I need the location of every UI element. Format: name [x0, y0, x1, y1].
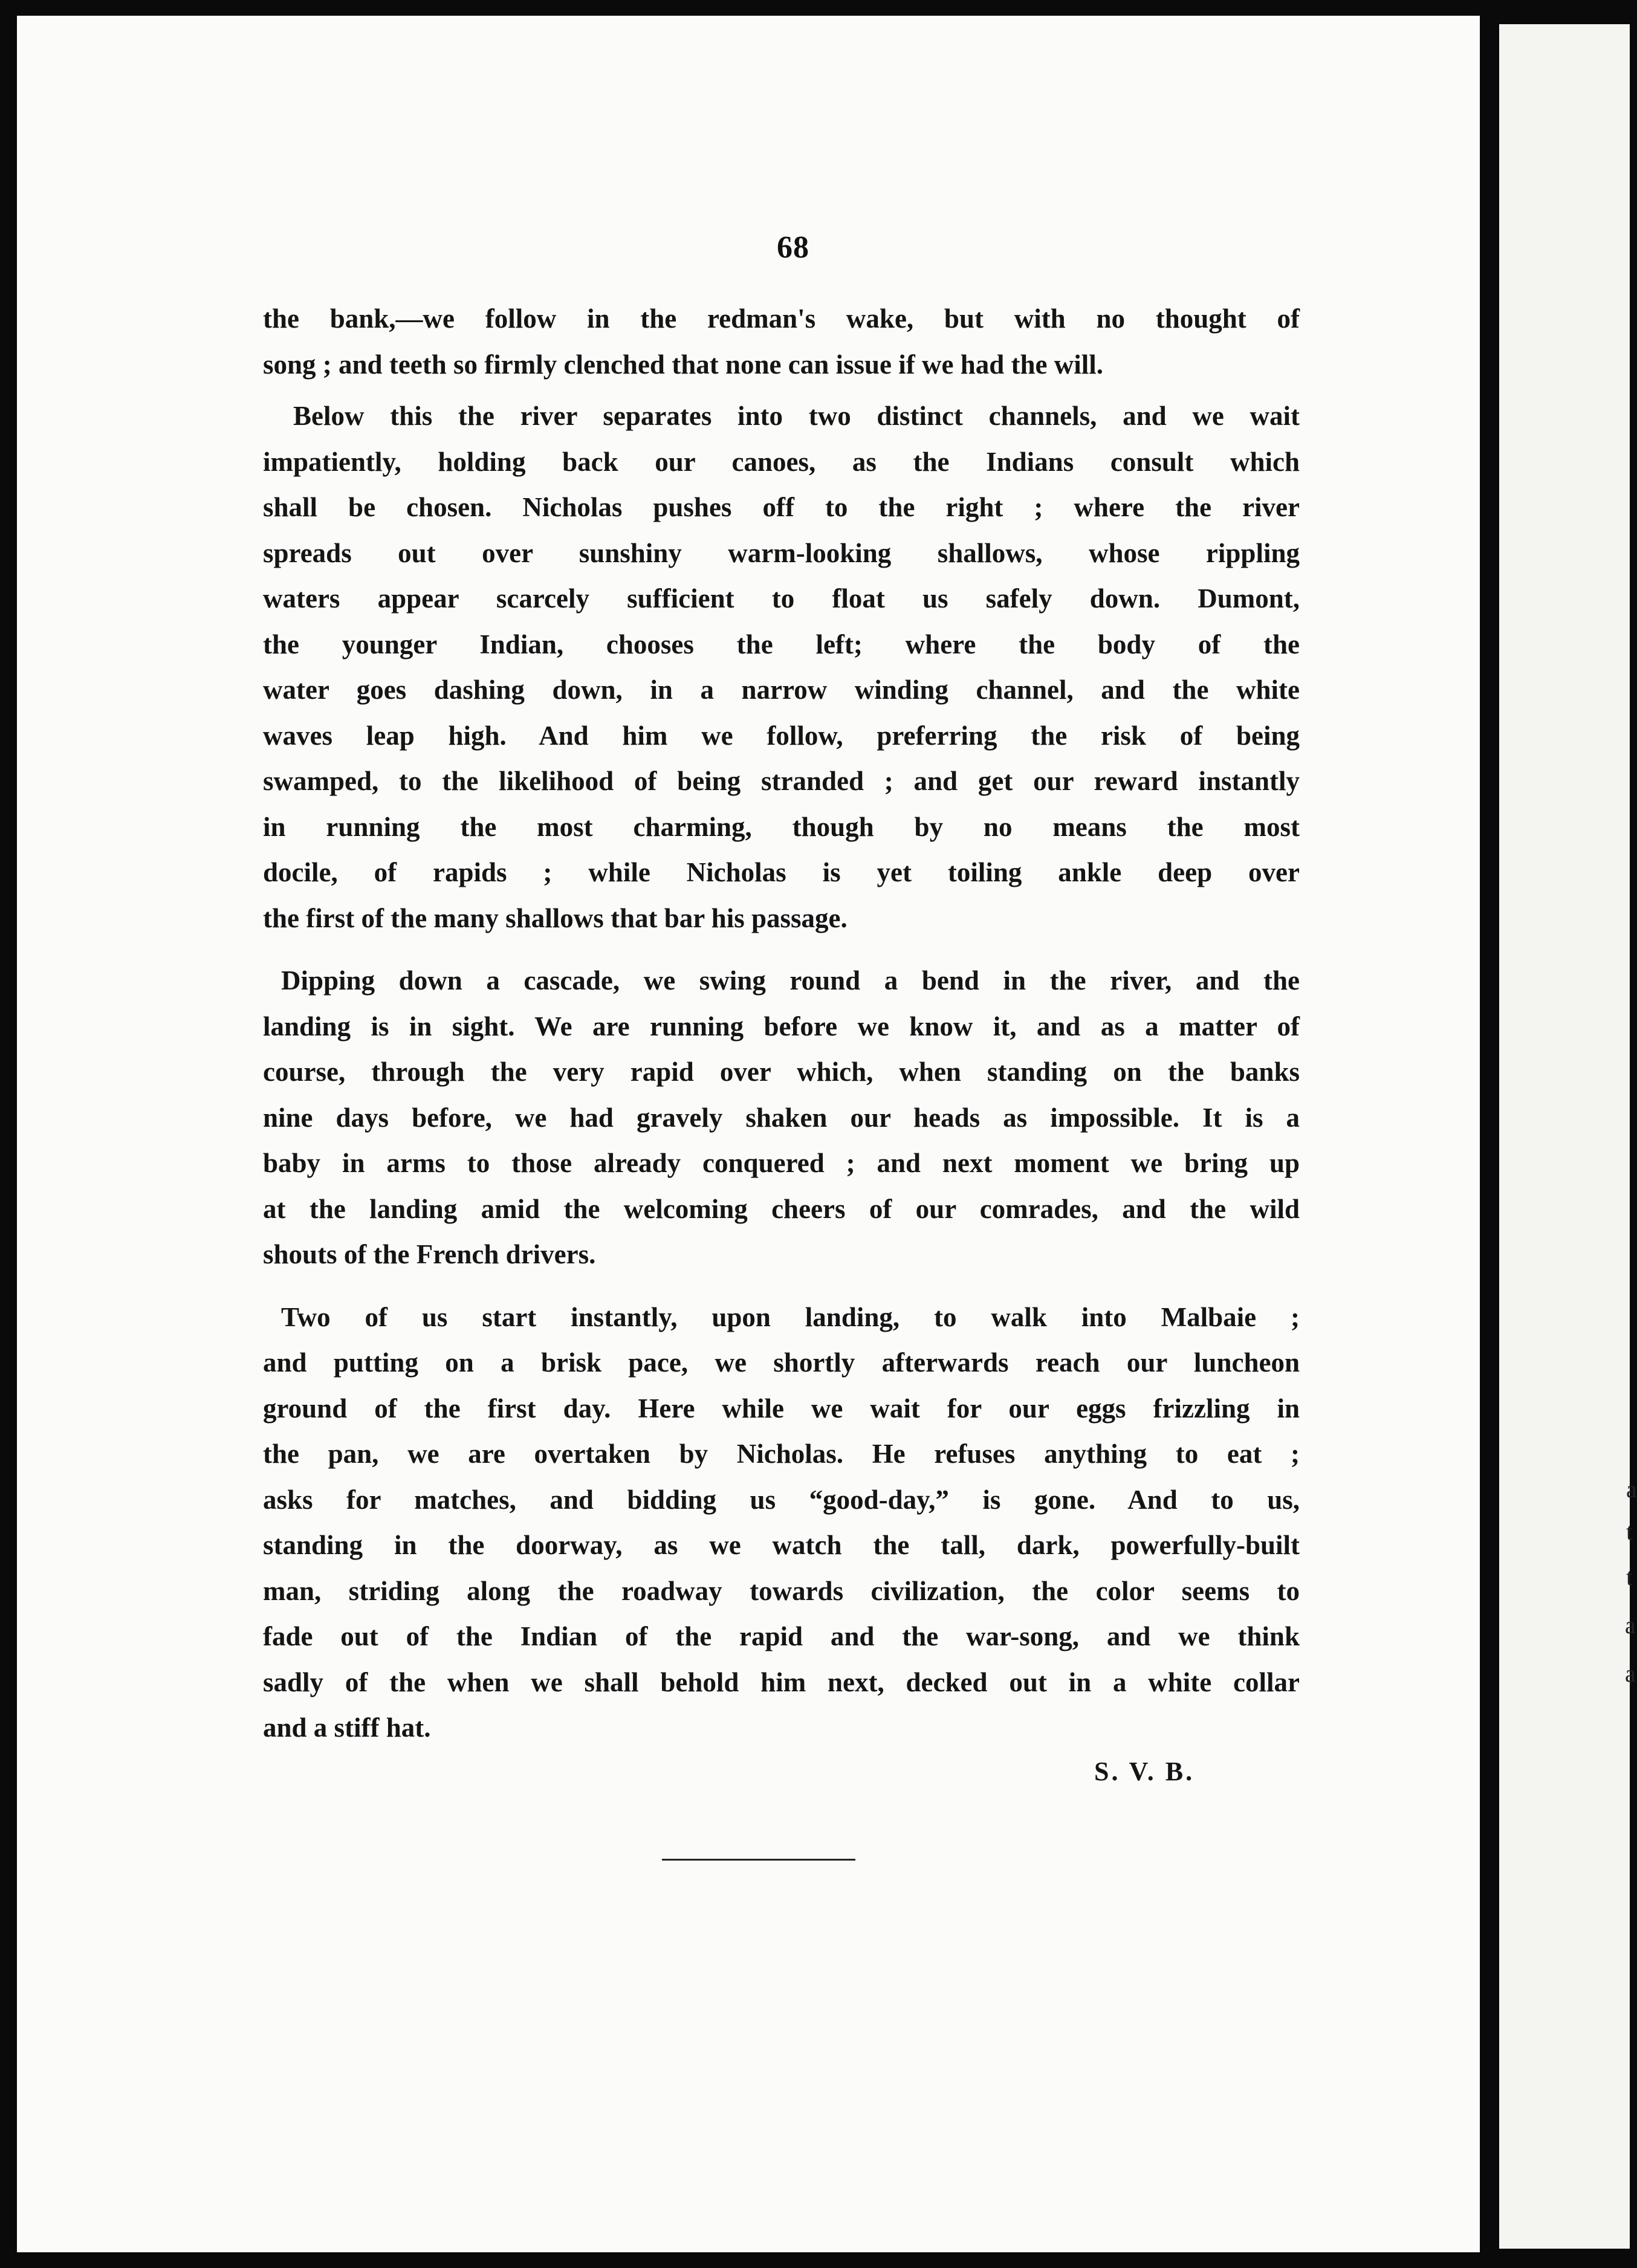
text-line: in running the most charming, though by no means the most [263, 811, 1300, 842]
paragraph [263, 1295, 1300, 1751]
right-edge-letter: t [1626, 1518, 1633, 1545]
right-edge-letter: a [1625, 1612, 1636, 1639]
text-line: docile, of rapids ; while Nicholas is yet toiling ankle deep over [263, 857, 1300, 887]
paragraph [263, 296, 1300, 387]
text-line: water goes dashing down, in a narrow winding channel, and the white [263, 675, 1300, 705]
page-number: 68 [777, 230, 809, 265]
paragraph [263, 958, 1300, 1278]
text-line: landing is in sight. We are running before we know it, and as a matter of [263, 1011, 1300, 1042]
text-line: standing in the doorway, as we watch the tall, dark, powerfully-built [263, 1530, 1300, 1560]
author-initials: S. V. B. [1094, 1757, 1195, 1786]
text-line: at the landing amid the welcoming cheers of our comrades, and the wild [263, 1193, 1300, 1224]
text-line: and a stiff hat. [263, 1712, 431, 1743]
text-line: spreads out over sunshiny warm-looking shallows, whose rippling [263, 537, 1300, 568]
text-line: waves leap high. And him we follow, preferring the risk of being [263, 720, 1300, 751]
right-edge-letter: a [1626, 1476, 1637, 1503]
text-line: baby in arms to those already conquered ; and next moment we bring up [263, 1148, 1300, 1178]
right-edge-letter: a [1625, 1660, 1636, 1687]
text-line: sadly of the when we shall behold him next, decked out in a white collar [263, 1667, 1300, 1697]
text-line: and putting on a brisk pace, we shortly afterwards reach our luncheon [263, 1347, 1300, 1378]
text-line: fade out of the Indian of the rapid and the war-song, and we think [263, 1621, 1300, 1651]
text-line: nine days before, we had gravely shaken our heads as impossible. It is a [263, 1102, 1300, 1133]
text-line: the bank,—we follow in the redman's wake, but with no thought of [263, 303, 1300, 334]
text-line: course, through the very rapid over which, when standing on the banks [263, 1057, 1300, 1087]
adjacent-page-edge [1499, 24, 1630, 2249]
body-text [263, 296, 1300, 1751]
text-line: waters appear scarcely sufficient to float us safely down. Dumont, [263, 583, 1300, 614]
text-line: impatiently, holding back our canoes, as the Indians consult which [263, 446, 1300, 477]
text-line: asks for matches, and bidding us “good-day,” is gone. And to us, [263, 1484, 1300, 1515]
text-line: shall be chosen. Nicholas pushes off to the right ; where the river [263, 492, 1300, 522]
paragraph [263, 394, 1300, 941]
right-edge-letter: t [1626, 1563, 1633, 1590]
text-line: shouts of the French drivers. [263, 1239, 596, 1269]
text-line: ground of the first day. Here while we wait for our eggs frizzling in [263, 1393, 1300, 1424]
text-line: the younger Indian, chooses the left; where the body of the [263, 629, 1300, 659]
text-line: man, striding along the roadway towards civilization, the color seems to [263, 1575, 1300, 1606]
text-line: Two of us start instantly, upon landing, to walk into Malbaie ; [281, 1301, 1300, 1332]
end-rule-divider [662, 1859, 855, 1861]
text-line: swamped, to the likelihood of being stranded ; and get our reward instantly [263, 766, 1300, 796]
text-line: the pan, we are overtaken by Nicholas. He refuses anything to eat ; [263, 1439, 1300, 1469]
text-line: song ; and teeth so firmly clenched that none can issue if we had the will. [263, 349, 1104, 380]
text-line: Dipping down a cascade, we swing round a bend in the river, and the [281, 965, 1300, 996]
text-line: the first of the many shallows that bar his passage. [263, 902, 848, 933]
text-line: Below this the river separates into two distinct channels, and we wait [293, 401, 1300, 431]
